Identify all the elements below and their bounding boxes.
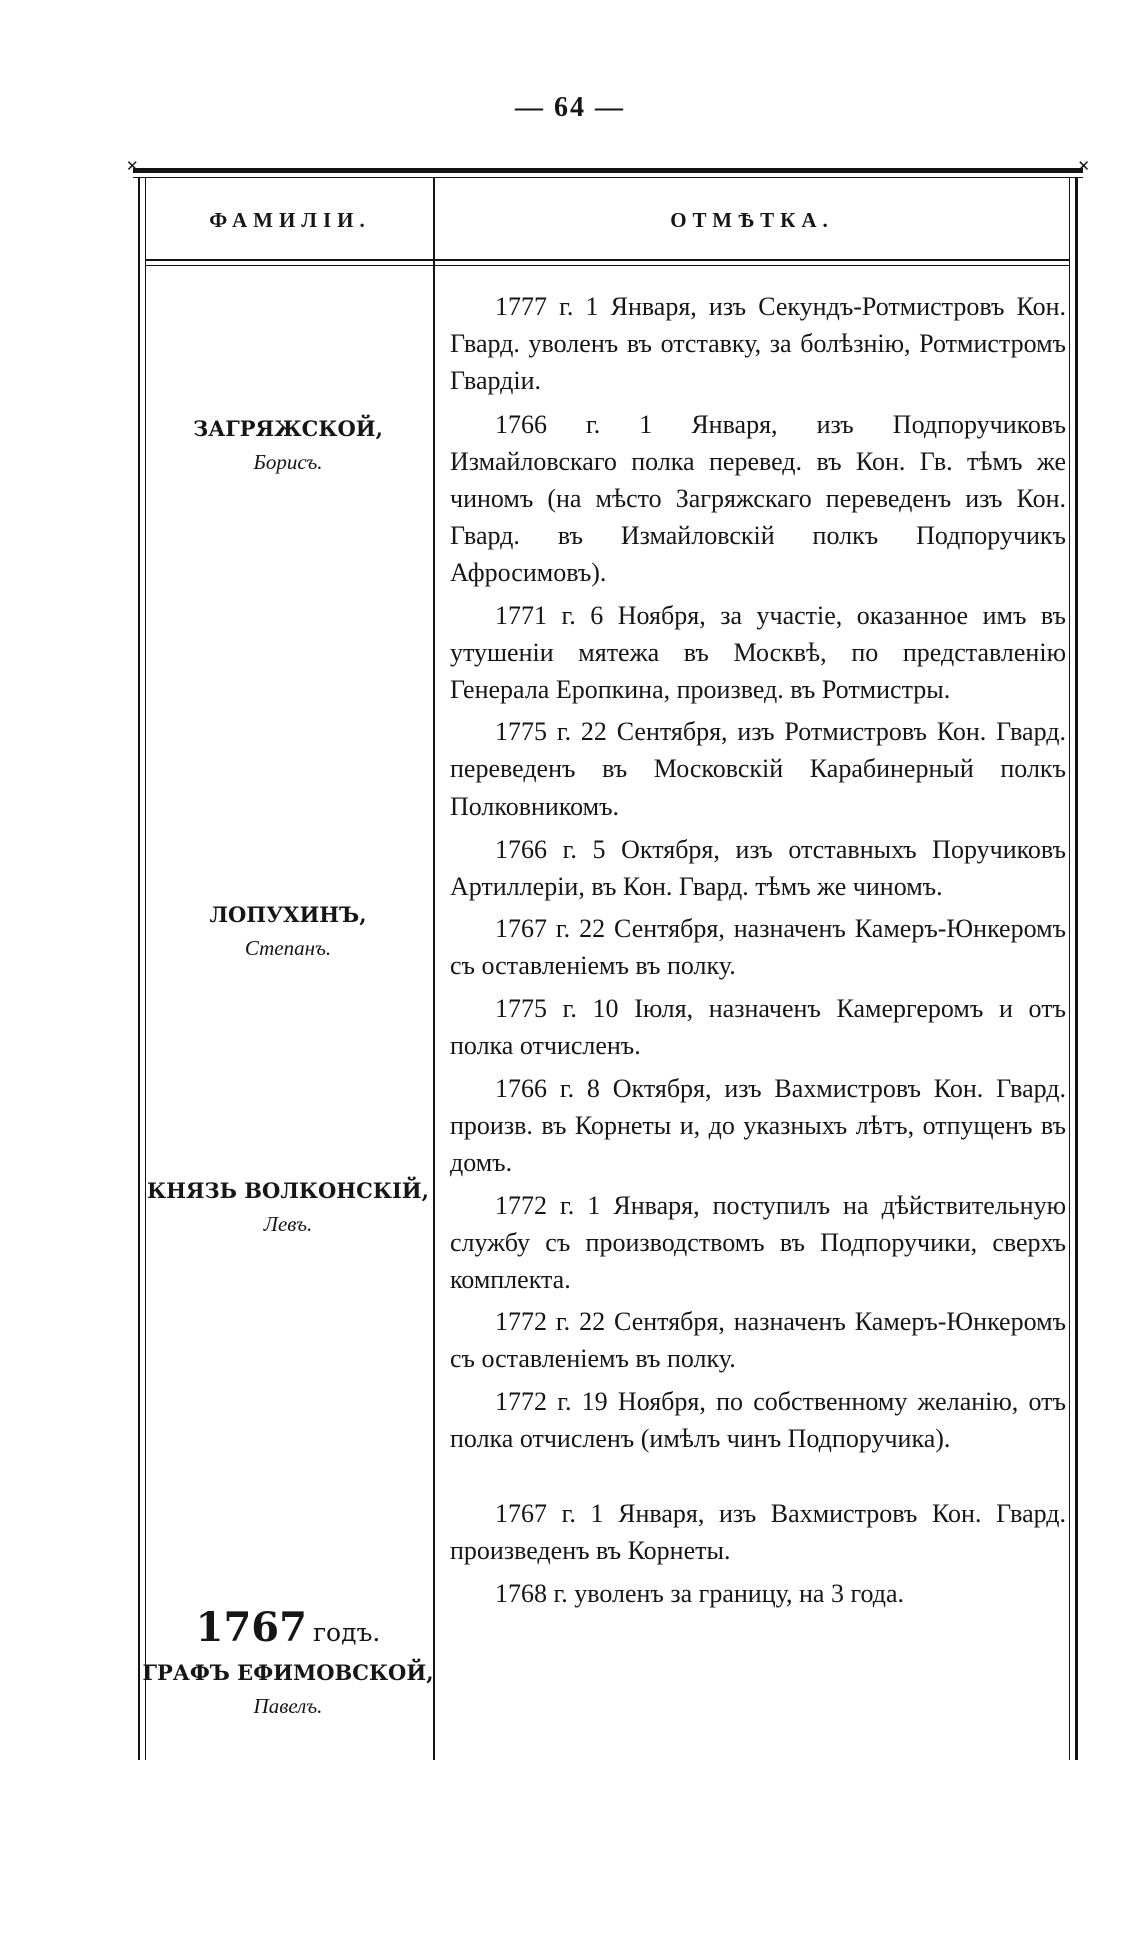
person-zagryazhskoy	[138, 412, 438, 478]
header-bottom-thin-rule	[146, 265, 1069, 266]
given-name: Степанъ.	[244, 936, 332, 960]
page-number: — 64 —	[515, 92, 625, 123]
given-name: Борисъ.	[253, 450, 323, 474]
surname: ЛОПУХИНЪ,	[209, 902, 367, 927]
note-paragraph: 1766 г. 8 Октября, изъ Вахмистровъ Кон. Гвард. произв. въ Корнеты и, до указныхъ лѣтъ, отпущенъ въ домъ.	[450, 1074, 1066, 1178]
table-top-thin-rule	[133, 177, 1083, 178]
note-paragraph: 1767 г. 1 Января, изъ Вахмистровъ Кон. Гвард. произведенъ въ Корнеты.	[450, 1499, 1066, 1566]
right-border-rule	[1075, 178, 1078, 1760]
note-paragraph: 1766 г. 5 Октября, изъ отставныхъ Поручиковъ Артиллеріи, въ Кон. Гвард. тѣмъ же чиномъ.	[450, 834, 1066, 902]
year-word: годъ.	[312, 1618, 381, 1647]
note-paragraph: 1766 г. 1 Января, изъ Подпоручиковъ Измайловскаго полка перевед. въ Кон. Гв. тѣмъ же чиномъ (на мѣсто Загряжскаго переведенъ изъ Кон. Гвард. въ Измайловскій полкъ Подпоручикъ Афросимовъ).	[450, 409, 1066, 588]
surname: ГРАФЪ ЕФИМОВСКОЙ,	[142, 1660, 434, 1685]
note-paragraph: 1772 г. 19 Ноября, по собственному желанію, отъ полка отчисленъ (имѣлъ чинъ Подпоручика).	[450, 1386, 1066, 1453]
table-top-rule	[133, 168, 1083, 173]
note-paragraph: 1775 г. 22 Сентября, изъ Ротмистровъ Кон. Гвард. переведенъ въ Московскій Карабинерный полкъ Полковникомъ.	[450, 717, 1066, 821]
right-inner-border-rule	[1069, 178, 1070, 1760]
surname: КНЯЗЬ ВОЛКОНСКІЙ,	[147, 1178, 429, 1203]
note-paragraph: 1772 г. 1 Января, поступилъ на дѣйствительную службу съ производствомъ въ Подпоручики, сверхъ комплекта.	[450, 1190, 1066, 1295]
note-paragraph: 1772 г. 22 Сентября, назначенъ Камеръ-Юнкеромъ съ оставленіемъ въ полку.	[450, 1307, 1066, 1374]
note-paragraph: 1775 г. 10 Іюля, назначенъ Камергеромъ и отъ полка отчисленъ.	[450, 993, 1066, 1060]
notes-column	[450, 288, 1066, 1617]
person-volkonsky	[138, 1174, 438, 1240]
corner-ornament-icon: ✕	[1077, 157, 1090, 175]
note-paragraph: 1777 г. 1 Января, изъ Секундъ-Ротмистровъ Кон. Гвард. уволенъ въ отставку, за болѣзнію, Ротмистромъ Гвардіи.	[450, 292, 1066, 396]
person-lopukhin	[138, 898, 438, 964]
note-paragraph: 1768 г. уволенъ за границу, на 3 года.	[495, 1578, 905, 1608]
surname: ЗАГРЯЖСКОЙ,	[193, 416, 383, 441]
person-efimovskoy	[138, 1656, 438, 1722]
column-header-surnames: ФАМИЛІИ.	[209, 208, 371, 232]
header-bottom-rule	[146, 259, 1069, 261]
corner-ornament-icon: ✕	[126, 157, 139, 175]
year-heading	[138, 1605, 438, 1659]
given-name: Левъ.	[263, 1212, 313, 1236]
given-name: Павелъ.	[253, 1694, 323, 1718]
column-header-notes: ОТМѢТКА.	[670, 208, 834, 232]
year-number: 1767	[195, 1604, 307, 1651]
note-paragraph: 1767 г. 22 Сентября, назначенъ Камеръ-Юнкеромъ съ оставленіемъ въ полку.	[450, 914, 1066, 981]
note-paragraph: 1771 г. 6 Ноября, за участіе, оказанное имъ въ утушеніи мятежа въ Москвѣ, по представленію Генерала Еропкина, произвед. въ Ротмистры.	[450, 600, 1066, 705]
